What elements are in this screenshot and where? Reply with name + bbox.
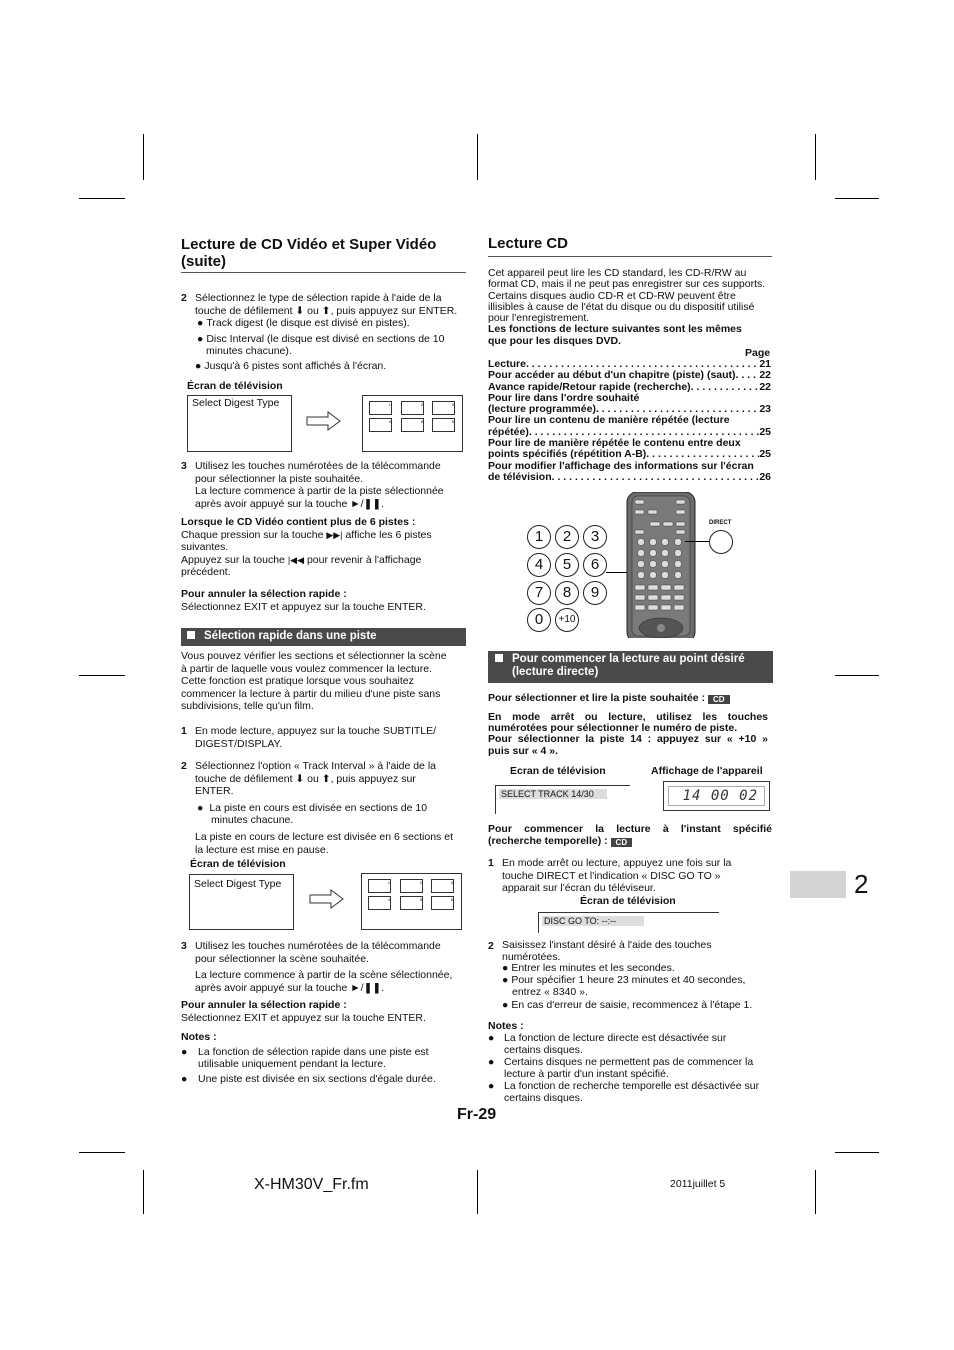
text-line: minutes chacune. [211, 814, 294, 827]
digest-thumb: 6 [432, 418, 455, 432]
subheading: Pour annuler la sélection rapide : [181, 588, 347, 600]
toc-label: répétée) [488, 425, 529, 438]
text-line: La piste en cours de lecture est divisée en 6 sections et [195, 830, 453, 843]
text-line: puis sur « 4 ». [488, 745, 559, 757]
title-rule [181, 272, 466, 273]
crop-mark [79, 198, 125, 199]
text: , puis appuyez sur ENTER. [330, 304, 458, 317]
cd-badge: CD [708, 695, 730, 704]
digest-thumb: 2 [400, 879, 423, 893]
digest-thumb: 5 [401, 418, 424, 432]
text: Appuyez sur la touche [181, 553, 285, 566]
text-line: entrez « 8340 ». [512, 985, 588, 998]
digest-thumb: 5 [400, 896, 423, 910]
digest-thumb: 1 [368, 879, 391, 893]
toc-label: de télévision [488, 470, 552, 483]
key-3-icon: 3 [583, 525, 607, 549]
text: pour revenir à l'affichage [306, 553, 422, 566]
crop-mark [79, 675, 125, 676]
text-line: Cette fonction est pratique lorsque vous souhaitez [181, 675, 414, 688]
step-number: 3 [181, 460, 187, 472]
tv-screen-digest [361, 873, 462, 930]
text-line: ENTER. [195, 785, 234, 798]
step-number: 2 [181, 292, 187, 304]
tv-screen [495, 785, 630, 814]
select-text [488, 745, 768, 758]
footer-date: 2011juillet 5 [670, 1178, 726, 1190]
text-line [195, 498, 470, 511]
crop-mark [477, 134, 478, 180]
text: La fonction de lecture directe est désactivée sur [504, 1032, 727, 1044]
subheading: Pour annuler la sélection rapide : [181, 999, 347, 1011]
text-line: la lecture est mise en pause. [195, 843, 329, 856]
bullet-item: ● Entrer les minutes et les secondes. [502, 963, 777, 975]
notes-block [181, 1031, 471, 1085]
step2-text [195, 292, 470, 373]
text: touche de défilement [195, 304, 293, 317]
text-line: Utilisez les touches numérotées de la télécommande [195, 940, 441, 952]
text-line: suivantes. [181, 541, 229, 554]
text-line: Utilisez les touches numérotées de la télécommande [195, 460, 441, 472]
leader-line [685, 541, 709, 542]
bullet-item: ● En cas d'erreur de saisie, recommencez à l'étape 1. [502, 1000, 777, 1012]
step-number: 3 [181, 940, 187, 952]
text-line: subdivisions, telle qu'un film. [181, 700, 314, 713]
toc-page: 23 [759, 403, 771, 416]
text-line: touche DIRECT et l'indication « DISC GO TO » [502, 869, 721, 882]
text-line: certains disques. [504, 1092, 583, 1104]
text-line [195, 982, 470, 995]
text-line: pour sélectionner la scène souhaitée. [195, 952, 369, 965]
s1-text [195, 725, 470, 750]
digest-thumb: 4 [368, 896, 391, 910]
toc-label: Pour lire un contenu de manière répétée (lecture [488, 414, 730, 427]
key-2-icon: 2 [555, 525, 579, 549]
text-line: La lecture commence à partir de la scène sélectionnée, [195, 969, 453, 982]
text: . [381, 981, 385, 994]
crop-mark [477, 1170, 478, 1214]
play-pause-icon: ►/❚❚ [350, 981, 382, 994]
crop-mark [143, 134, 144, 180]
toc-label: Pour modifier l'affichage des informations sur l'écran [488, 459, 754, 472]
bullet-item: ● Disc Interval (le disque est divisé en sections de 10 [195, 333, 470, 346]
toc-page: 22 [759, 369, 771, 382]
text-line: pour sélectionner la piste souhaitée. [195, 472, 364, 485]
notes-block [488, 1020, 778, 1104]
cd-badge: CD [611, 838, 633, 847]
tv-screen [187, 395, 292, 452]
notes-heading: Notes : [181, 1031, 217, 1043]
key-8-icon: 8 [555, 581, 579, 605]
time-heading [488, 835, 772, 848]
crop-mark [815, 1170, 816, 1214]
s3-text [195, 940, 470, 994]
toc-list [488, 359, 771, 483]
toc-label: Pour lire de manière répétée le contenu entre deux [488, 437, 741, 450]
t2-text [502, 940, 777, 1011]
text: . [381, 497, 385, 510]
text-line: Sélectionnez EXIT et appuyez sur la touche ENTER. [181, 1011, 426, 1024]
crop-mark [815, 134, 816, 180]
toc-page: 25 [759, 425, 771, 438]
text-line: Sélectionnez l'option « Track Interval » à l'aide de la [195, 760, 436, 772]
text: La piste en cours est divisée en sections de 10 [209, 801, 428, 814]
direct-button-icon [709, 530, 733, 554]
text-line: En mode arrêt ou lecture, utilisez les touches [488, 711, 768, 723]
toc-page: 21 [759, 358, 771, 370]
text: , puis appuyez sur [330, 772, 416, 785]
toc-page: 25 [759, 448, 771, 461]
skip-forward-icon: ▶▶| [326, 529, 343, 540]
digest-thumb: 3 [431, 879, 454, 893]
tv-screen [189, 874, 294, 930]
bullet-item: ● Pour spécifier 1 heure 23 minutes et 40 secondes, [502, 975, 777, 987]
text-line: Vous pouvez vérifier les sections et sélectionner la scène [181, 650, 447, 662]
digest-thumb: 1 [369, 401, 392, 415]
text-line: commencer la lecture à partir du milieu d'une piste sans [181, 687, 441, 700]
text-line: En mode arrêt ou lecture, appuyez une fois sur la [502, 857, 732, 869]
tv-screen [538, 912, 719, 933]
text-line: minutes chacune). [206, 345, 292, 358]
toc-label: Pour lire dans l'ordre souhaité [488, 391, 640, 404]
toc-page-label: Page [745, 347, 771, 359]
key-5-icon: 5 [555, 553, 579, 577]
toc-label: Avance rapide/Retour rapide (recherche) [488, 380, 691, 393]
section-title [495, 653, 766, 666]
text: La fonction de recherche temporelle est désactivée sur [504, 1080, 760, 1092]
text: après avoir appuyé sur la touche [195, 497, 348, 510]
arrow-right-icon [309, 889, 345, 909]
step-number: 1 [488, 857, 494, 869]
key-0-icon: 0 [527, 608, 551, 632]
text: (lecture directe) [512, 666, 599, 678]
step-number: 2 [488, 940, 494, 952]
tv-screen-label: Écran de télévision [190, 858, 286, 870]
key-7-icon: 7 [527, 581, 551, 605]
toc-item[interactable] [488, 472, 771, 483]
arrow-down-icon: ⬇ [295, 772, 305, 785]
text-line: utilisable uniquement pendant la lecture. [198, 1058, 386, 1071]
text-line: numérotées. [502, 950, 561, 963]
note-item: ● Certains disques ne permettent pas de commencer la [488, 1056, 754, 1068]
text-line: Saisissez l'instant désiré à l'aide des touches [502, 939, 712, 951]
text: Une piste est divisée en six sections d'égale durée. [198, 1072, 436, 1085]
section-bar [488, 651, 773, 683]
text: Pour sélectionner et lire la piste souhaitée : [488, 692, 706, 704]
crop-mark [79, 1152, 125, 1153]
step3-text [195, 460, 470, 510]
text-line [195, 773, 470, 786]
text-line [181, 529, 466, 542]
text-line: DIGEST/DISPLAY. [195, 737, 283, 750]
osd-text: DISC GO TO: --:-- [542, 916, 644, 926]
text: touche de défilement [195, 772, 293, 785]
text: affiche les 6 pistes [345, 528, 432, 541]
text-line: Sélectionnez EXIT et appuyez sur la touche ENTER. [181, 600, 426, 613]
toc-item[interactable] [488, 370, 771, 381]
chapter-number: 2 [854, 869, 869, 899]
remote-control-icon [626, 492, 697, 638]
text-line: En mode lecture, appuyez sur la touche SUBTITLE/ [195, 725, 437, 737]
osd-text: SELECT TRACK 14/30 [499, 789, 607, 799]
square-icon [187, 631, 195, 639]
note-item: ● Une piste est divisée en six sections d'égale durée. [181, 1072, 436, 1085]
screen-text: Select Digest Type [192, 397, 280, 409]
crop-mark [835, 198, 879, 199]
lcd-readout: 14 00 02 [668, 786, 765, 806]
device-display [663, 781, 770, 811]
cancel-block [181, 588, 466, 613]
key-plus10-icon: +10 [555, 608, 579, 632]
bullet-item: ● Jusqu'à 6 pistes sont affichés à l'écran. [195, 360, 470, 373]
more6-block [181, 516, 466, 579]
play-pause-icon: ►/❚❚ [350, 497, 382, 510]
text: La fonction de sélection rapide dans une piste est [198, 1045, 429, 1058]
subheading: Lorsque le CD Vidéo contient plus de 6 pistes : [181, 516, 416, 528]
note-item: ● La fonction de lecture directe est désactivée sur [488, 1032, 727, 1044]
cd-intro [488, 268, 778, 347]
direct-label: DIRECT [709, 520, 732, 526]
step-number: 1 [181, 725, 187, 737]
crop-mark [143, 1170, 144, 1214]
tv-screen-label: Ecran de télévision [510, 765, 606, 777]
text-line: que pour les disques DVD. [488, 334, 622, 347]
arrow-up-icon: ⬆ [321, 772, 331, 785]
step-number: 2 [181, 760, 187, 772]
cancel-block [181, 999, 466, 1024]
square-icon [495, 654, 503, 662]
text-line: à partir de laquelle vous voulez commencer la lecture. [181, 662, 432, 675]
skip-back-icon: |◀◀ [287, 554, 305, 565]
tv-screen-label: Écran de télévision [187, 380, 283, 392]
s2-text [195, 760, 470, 856]
text-line: format CD, mais il ne peut pas enregistrer sur ces supports. [488, 278, 766, 291]
text-line: pour l'enregistrement. [488, 312, 590, 325]
crop-mark [835, 1152, 879, 1153]
text-line [181, 554, 466, 567]
text-line: Certains disques audio CD-R et CD-RW peuvent être [488, 289, 736, 302]
text: ou [307, 772, 319, 785]
arrow-up-icon: ⬆ [321, 304, 331, 317]
text-line: apparait sur l'écran du téléviseur. [502, 882, 656, 895]
right-title: Lecture CD [488, 235, 569, 252]
t1-text [502, 857, 772, 895]
chapter-tab [790, 871, 846, 898]
left-title: Lecture de CD Vidéo et Super Vidéo (suite) [181, 236, 437, 270]
text-line: précédent. [181, 566, 231, 579]
notes-heading: Notes : [488, 1020, 524, 1032]
toc-page: 26 [759, 470, 771, 483]
text-line: Pour sélectionner la piste 14 : appuyez sur « +10 » [488, 733, 768, 745]
crop-mark [835, 675, 879, 676]
digest-thumb: 4 [369, 418, 392, 432]
toc-item-pre [488, 415, 771, 426]
digest-thumb: 3 [432, 401, 455, 415]
text: Chaque pression sur la touche [181, 528, 324, 541]
select-text [488, 733, 768, 746]
text-line: Sélectionnez le type de sélection rapide à l'aide de la [195, 292, 442, 304]
text-line: numérotées pour sélectionner le numéro de piste. [488, 722, 738, 734]
time-heading: Pour commencer la lecture à l'instant spécifié [488, 823, 772, 835]
toc-label: points spécifiés (répétition A-B) [488, 448, 647, 461]
note-item: ● La fonction de sélection rapide dans une piste est [181, 1045, 429, 1058]
intro-paragraph [181, 650, 471, 713]
arrow-down-icon: ⬇ [295, 304, 305, 317]
key-9-icon: 9 [583, 581, 607, 605]
arrow-right-icon [306, 411, 342, 431]
select-heading [488, 692, 778, 705]
text-line: illisibles à cause de l'état du disque ou du dispositif utilisé [488, 300, 755, 313]
key-4-icon: 4 [527, 553, 551, 577]
toc-label: Pour accéder au début d'un chapitre (piste) (saut) [488, 369, 736, 382]
tv-screen-digest [362, 395, 463, 452]
toc-page: 22 [759, 380, 771, 393]
text: Certains disques ne permettent pas de commencer la [504, 1056, 754, 1068]
text: (recherche temporelle) : [488, 835, 608, 847]
bullet-item: ● La piste en cours est divisée en sections de 10 [197, 801, 428, 814]
digest-thumb: 6 [431, 896, 454, 910]
text: après avoir appuyé sur la touche [195, 981, 348, 994]
digest-thumb: 2 [401, 401, 424, 415]
toc-label: Lecture [488, 358, 526, 370]
footer-filename: X-HM30V_Fr.fm [254, 1176, 369, 1193]
text-line: certains disques. [504, 1044, 583, 1056]
text-line: lecture à partir d'un instant spécifié. [504, 1068, 669, 1080]
bullet-item: ● Track digest (le disque est divisé en pistes). [195, 317, 470, 330]
text-line: La lecture commence à partir de la piste sélectionnée [195, 485, 444, 498]
screen-text: Select Digest Type [194, 878, 282, 890]
text: Pour commencer la lecture au point désiré [512, 653, 745, 665]
page-number: Fr-29 [457, 1106, 497, 1123]
section-title: Sélection rapide dans une piste [204, 630, 377, 642]
text: ou [307, 304, 319, 317]
key-6-icon: 6 [583, 553, 607, 577]
device-display-label: Affichage de l'appareil [651, 765, 763, 777]
key-1-icon: 1 [527, 525, 551, 549]
text-line: Les fonctions de lecture suivantes sont les mêmes [488, 323, 742, 336]
text-line: Cet appareil peut lire les CD standard, les CD-R/RW au [488, 267, 747, 279]
title-rule [488, 256, 772, 257]
tv-screen-label: Écran de télévision [580, 895, 676, 907]
toc-item[interactable] [488, 449, 771, 460]
note-item: ● La fonction de recherche temporelle est désactivée sur [488, 1080, 760, 1092]
toc-label: (lecture programmée) [488, 403, 596, 416]
text-line [195, 305, 470, 318]
section-bar [181, 628, 466, 646]
